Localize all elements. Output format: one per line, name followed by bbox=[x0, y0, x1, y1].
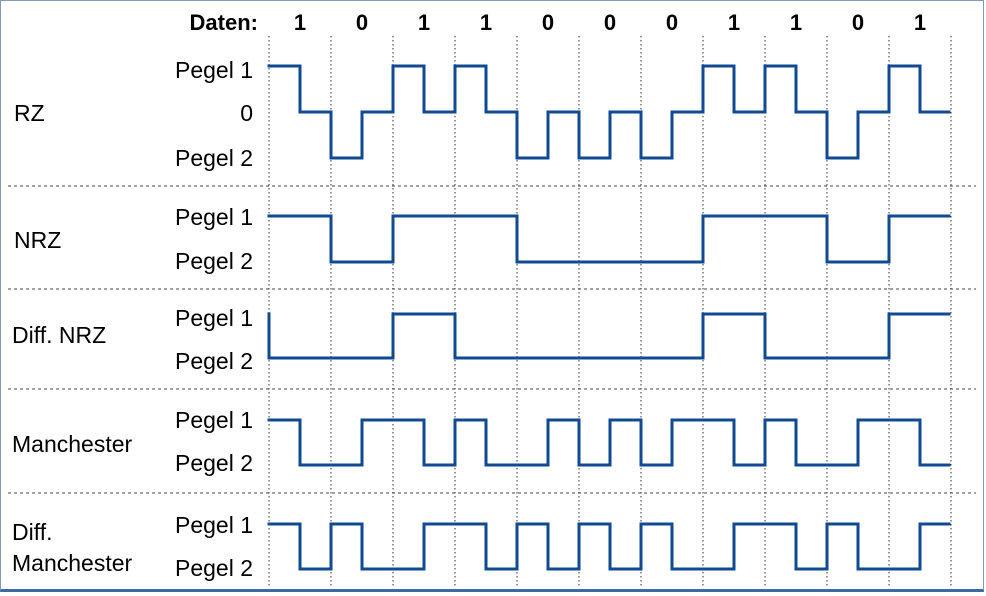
signal-diff-nrz bbox=[269, 314, 949, 358]
row-separators bbox=[8, 186, 976, 493]
level-label-diffmanchester-pegel2: Pegel 2 bbox=[174, 555, 253, 581]
bit-label: 0 bbox=[541, 10, 555, 35]
level-label-manchester-pegel1: Pegel 1 bbox=[174, 407, 253, 433]
bit-label: 0 bbox=[851, 10, 865, 35]
level-label-manchester-pegel2: Pegel 2 bbox=[174, 450, 253, 476]
level-label-diffnrz-pegel2: Pegel 2 bbox=[174, 348, 253, 374]
bit-labels bbox=[294, 10, 926, 35]
row-name-rz: RZ bbox=[14, 100, 45, 126]
level-label-rz-zero: 0 bbox=[240, 100, 253, 126]
level-label-diffmanchester-pegel1: Pegel 1 bbox=[174, 512, 253, 538]
bit-label: 1 bbox=[727, 10, 741, 35]
bit-label: 0 bbox=[665, 10, 679, 35]
bit-label: 1 bbox=[479, 10, 493, 35]
level-label-nrz-pegel1: Pegel 1 bbox=[174, 204, 253, 230]
signal-nrz bbox=[269, 216, 949, 262]
level-label-rz-pegel2: Pegel 2 bbox=[174, 145, 253, 171]
signal-manchester bbox=[269, 420, 949, 465]
bit-label: 0 bbox=[603, 10, 617, 35]
row-name-diff-nrz: Diff. NRZ bbox=[12, 322, 107, 348]
row-name-nrz: NRZ bbox=[14, 227, 62, 253]
signal-diff-manchester bbox=[269, 524, 949, 569]
row-name-diff-manchester-line2: Manchester bbox=[12, 550, 133, 576]
level-label-nrz-pegel2: Pegel 2 bbox=[174, 248, 253, 274]
signal-rz bbox=[269, 66, 949, 158]
bit-label: 1 bbox=[913, 10, 927, 35]
bit-label: 1 bbox=[417, 10, 431, 35]
bit-label: 0 bbox=[355, 10, 369, 35]
row-name-manchester: Manchester bbox=[12, 431, 133, 457]
row-name-diff-manchester-line1: Diff. bbox=[12, 519, 53, 545]
level-label-diffnrz-pegel1: Pegel 1 bbox=[174, 305, 253, 331]
level-label-rz-pegel1: Pegel 1 bbox=[174, 57, 253, 83]
header-label: Daten: bbox=[189, 10, 258, 35]
bit-label: 1 bbox=[293, 10, 307, 35]
bit-label: 1 bbox=[789, 10, 803, 35]
